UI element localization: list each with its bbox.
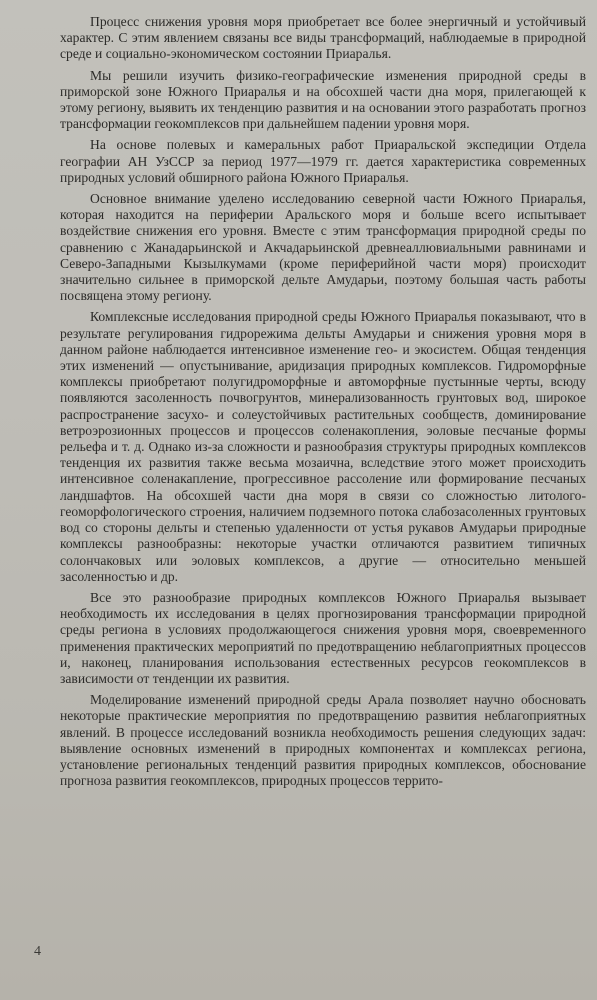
paragraph-4: Основное внимание уделено исследованию северной части Южного Приаралья, которая находится на периферии Аральского моря и больше всего испытывает воздействие снижения его уровня. Вместе с этим трансформация природной среды по сравнению с Жанадарьинской и Акчадарьинской древнеаллювиальными равнинами и Северо-Западными Кызылкумами (кроме периферийной части моря) происходит значительно сильнее в приморской дельте Амударьи, поэтому большая часть работы посвящена этому региону.	[60, 191, 586, 304]
paragraph-2: Мы решили изучить физико-географические изменения природной среды в приморской зоне Южного Приаралья и на обсохшей части дна моря, прилегающей к этому региону, выявить их тенденцию развития и на основании этого разработать прогноз трансформации геокомплексов при дальнейшем падении уровня моря.	[60, 67, 586, 132]
paragraph-5: Комплексные исследования природной среды Южного Приаралья показывают, что в результате регулирования гидрорежима дельты Амударьи и снижения уровня моря в данном районе наблюдается интенсивное изменение гео- и экосистем. Общая тенденция этих изменений — опустынивание, аридизация природных комплексов. Гидроморфные комплексы приобретают полугидроморфные и автоморфные пустынные черты, всюду появляются засоленность почвогрунтов, минерализованность грунтовых вод, широкое распространение засухо- и солеустойчивых растительных сообществ, доминирование ветроэрозионных процессов и процессов соленакопления, эоловые песчаные формы рельефа и т. д. Однако из-за сложности и разнообразия структуры природных комплексов тенденция их развития также весьма мозаична, вследствие этого может происходить интенсивное соленакапление, прогрессивное рассоление или формирование песчаных ландшафтов. На обсохшей части дна моря в связи со сложностью литолого-геоморфологического строения, наличием подземного потока слабозасоленных грунтовых вод со стороны дельты и степенью удаленности от устья рукавов Амударьи природные комплексы разнообразны: некоторые участки отличаются развитием типичных солончаковых или эоловых комплексов, а другие — относительно меньшей засоленностью и др.	[60, 309, 586, 584]
page-number: 4	[34, 944, 41, 959]
paragraph-7: Моделирование изменений природной среды Арала позволяет научно обосновать некоторые практические мероприятия по предотвращению развития неблагоприятных явлений. В процессе исследований возникла необходимость решения следующих задач: выявление основных изменений в природных компонентах и комплексах региона, установление региональных тенденций развития природных комплексов, обоснование прогноза развития геокомплексов, природных процессов террито-	[60, 692, 586, 789]
body-text	[60, 14, 586, 794]
paragraph-1: Процесс снижения уровня моря приобретает все более энергичный и устойчивый характер. С этим явлением связаны все виды трансформаций, наблюдаемые в природной среде и социально-экономическом состоянии Приаралья.	[60, 14, 586, 62]
paragraph-6: Все это разнообразие природных комплексов Южного Приаралья вызывает необходимость их исследования в целях прогнозирования трансформации природной среды региона в условиях продолжающегося снижения уровня моря, своевременного применения практических мероприятий по предотвращению неблагоприятных процессов и, наконец, планирования использования естественных ресурсов геокомплексов в зависимости от тенденции их развития.	[60, 589, 586, 686]
paragraph-3: На основе полевых и камеральных работ Приаральской экспедиции Отдела географии АН УзССР за период 1977—1979 гг. дается характеристика современных природных условий обширного района Южного Приаралья.	[60, 137, 586, 185]
